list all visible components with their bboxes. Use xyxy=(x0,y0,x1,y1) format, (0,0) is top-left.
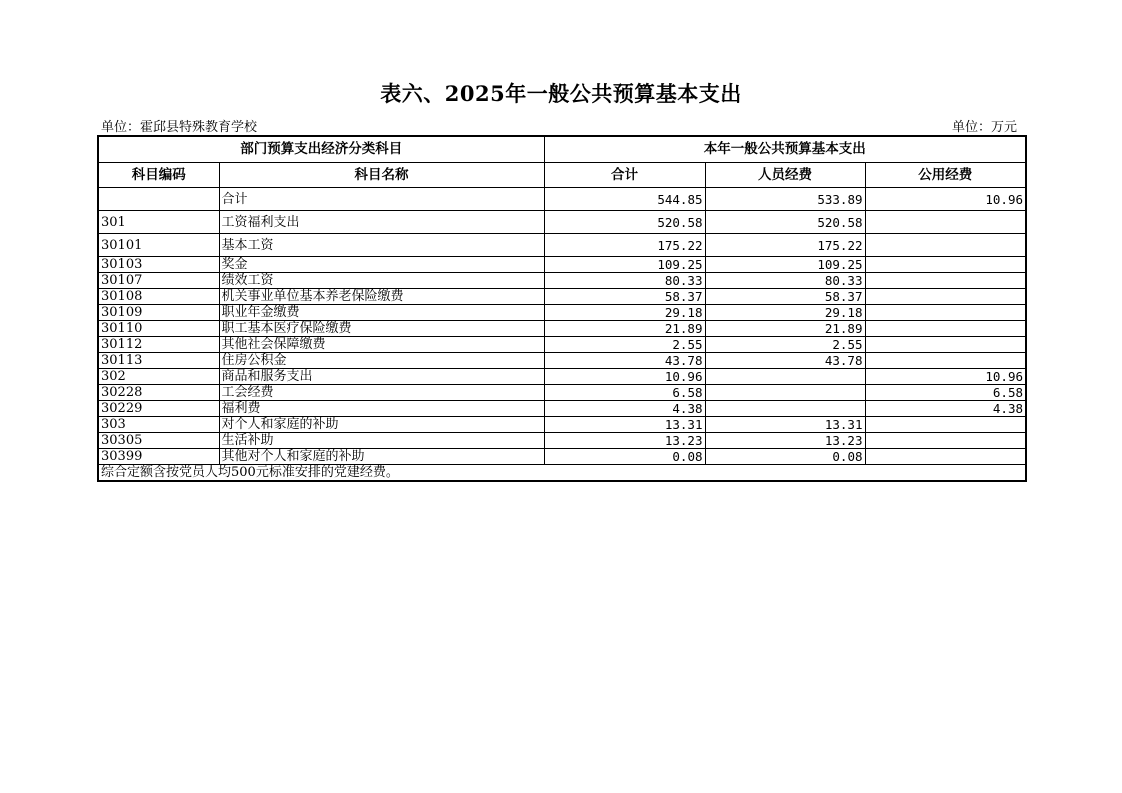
cell-public xyxy=(865,289,1026,305)
cell-public: 10.96 xyxy=(865,188,1026,211)
cell-total: 21.89 xyxy=(544,321,705,337)
cell-public xyxy=(865,321,1026,337)
table-row xyxy=(98,257,1026,273)
table-row xyxy=(98,289,1026,305)
cell-total: 109.25 xyxy=(544,257,705,273)
cell-personnel: 175.22 xyxy=(705,234,865,257)
cell-public xyxy=(865,211,1026,234)
cell-personnel: 43.78 xyxy=(705,353,865,369)
cell-code: 30107 xyxy=(98,273,219,289)
header-column-row xyxy=(98,163,1026,188)
cell-total: 29.18 xyxy=(544,305,705,321)
table-row-total xyxy=(98,188,1026,211)
header-personnel-expense: 人员经费 xyxy=(705,163,865,188)
table-row xyxy=(98,305,1026,321)
cell-public: 4.38 xyxy=(865,401,1026,417)
header-total: 合计 xyxy=(544,163,705,188)
table-row xyxy=(98,273,1026,289)
cell-code: 30103 xyxy=(98,257,219,273)
header-basic-expenditure: 本年一般公共预算基本支出 xyxy=(544,136,1026,163)
cell-public xyxy=(865,273,1026,289)
cell-total: 10.96 xyxy=(544,369,705,385)
cell-name: 职业年金缴费 xyxy=(219,305,544,321)
cell-total: 2.55 xyxy=(544,337,705,353)
cell-public xyxy=(865,353,1026,369)
cell-personnel: 58.37 xyxy=(705,289,865,305)
table-row xyxy=(98,369,1026,385)
cell-personnel: 2.55 xyxy=(705,337,865,353)
unit-organization: 单位：霍邱县特殊教育学校 xyxy=(101,120,258,135)
cell-public xyxy=(865,257,1026,273)
cell-public xyxy=(865,234,1026,257)
table-row xyxy=(98,401,1026,417)
cell-personnel: 13.23 xyxy=(705,433,865,449)
cell-personnel: 520.58 xyxy=(705,211,865,234)
header-group-row xyxy=(98,136,1026,163)
table-row xyxy=(98,385,1026,401)
cell-code: 30399 xyxy=(98,449,219,465)
cell-total: 6.58 xyxy=(544,385,705,401)
cell-public: 10.96 xyxy=(865,369,1026,385)
cell-total: 43.78 xyxy=(544,353,705,369)
cell-name: 住房公积金 xyxy=(219,353,544,369)
cell-code: 30101 xyxy=(98,234,219,257)
cell-name: 其他社会保障缴费 xyxy=(219,337,544,353)
cell-personnel: 80.33 xyxy=(705,273,865,289)
cell-personnel: 21.89 xyxy=(705,321,865,337)
cell-personnel xyxy=(705,401,865,417)
cell-name: 福利费 xyxy=(219,401,544,417)
cell-personnel: 533.89 xyxy=(705,188,865,211)
cell-name: 其他对个人和家庭的补助 xyxy=(219,449,544,465)
table-row xyxy=(98,211,1026,234)
cell-code: 301 xyxy=(98,211,219,234)
table-row xyxy=(98,337,1026,353)
cell-personnel: 109.25 xyxy=(705,257,865,273)
cell-public xyxy=(865,337,1026,353)
cell-public xyxy=(865,417,1026,433)
cell-total: 0.08 xyxy=(544,449,705,465)
cell-total: 4.38 xyxy=(544,401,705,417)
table-row xyxy=(98,417,1026,433)
cell-total: 58.37 xyxy=(544,289,705,305)
cell-total: 520.58 xyxy=(544,211,705,234)
cell-name: 商品和服务支出 xyxy=(219,369,544,385)
page-title: 表六、2025年一般公共预算基本支出 xyxy=(380,81,742,106)
cell-name: 绩效工资 xyxy=(219,273,544,289)
cell-total: 175.22 xyxy=(544,234,705,257)
cell-personnel xyxy=(705,385,865,401)
table-note-row xyxy=(98,465,1026,482)
cell-name: 奖金 xyxy=(219,257,544,273)
cell-code xyxy=(98,188,219,211)
header-public-expense: 公用经费 xyxy=(865,163,1026,188)
cell-code: 30113 xyxy=(98,353,219,369)
budget-table xyxy=(97,135,1027,482)
cell-code: 302 xyxy=(98,369,219,385)
header-subject-name: 科目名称 xyxy=(219,163,544,188)
cell-total: 80.33 xyxy=(544,273,705,289)
cell-total: 13.31 xyxy=(544,417,705,433)
cell-total: 13.23 xyxy=(544,433,705,449)
cell-code: 30229 xyxy=(98,401,219,417)
table-row xyxy=(98,433,1026,449)
header-economic-classification: 部门预算支出经济分类科目 xyxy=(98,136,544,163)
cell-total: 544.85 xyxy=(544,188,705,211)
cell-code: 30110 xyxy=(98,321,219,337)
cell-name: 对个人和家庭的补助 xyxy=(219,417,544,433)
cell-public xyxy=(865,433,1026,449)
cell-public: 6.58 xyxy=(865,385,1026,401)
cell-name: 职工基本医疗保险缴费 xyxy=(219,321,544,337)
cell-code: 30109 xyxy=(98,305,219,321)
table-note: 综合定额含按党员人均500元标准安排的党建经费。 xyxy=(98,465,1026,482)
cell-code: 30108 xyxy=(98,289,219,305)
header-subject-code: 科目编码 xyxy=(98,163,219,188)
cell-public xyxy=(865,305,1026,321)
cell-code: 30305 xyxy=(98,433,219,449)
table-row xyxy=(98,353,1026,369)
unit-currency: 单位：万元 xyxy=(952,120,1018,135)
cell-code: 303 xyxy=(98,417,219,433)
cell-personnel: 29.18 xyxy=(705,305,865,321)
cell-public xyxy=(865,449,1026,465)
cell-code: 30228 xyxy=(98,385,219,401)
cell-name: 基本工资 xyxy=(219,234,544,257)
table-row xyxy=(98,321,1026,337)
table-row xyxy=(98,449,1026,465)
table-row xyxy=(98,234,1026,257)
cell-name: 机关事业单位基本养老保险缴费 xyxy=(219,289,544,305)
cell-code: 30112 xyxy=(98,337,219,353)
cell-personnel: 0.08 xyxy=(705,449,865,465)
cell-name: 工会经费 xyxy=(219,385,544,401)
cell-personnel: 13.31 xyxy=(705,417,865,433)
cell-name: 工资福利支出 xyxy=(219,211,544,234)
cell-personnel xyxy=(705,369,865,385)
cell-name: 合计 xyxy=(219,188,544,211)
cell-name: 生活补助 xyxy=(219,433,544,449)
